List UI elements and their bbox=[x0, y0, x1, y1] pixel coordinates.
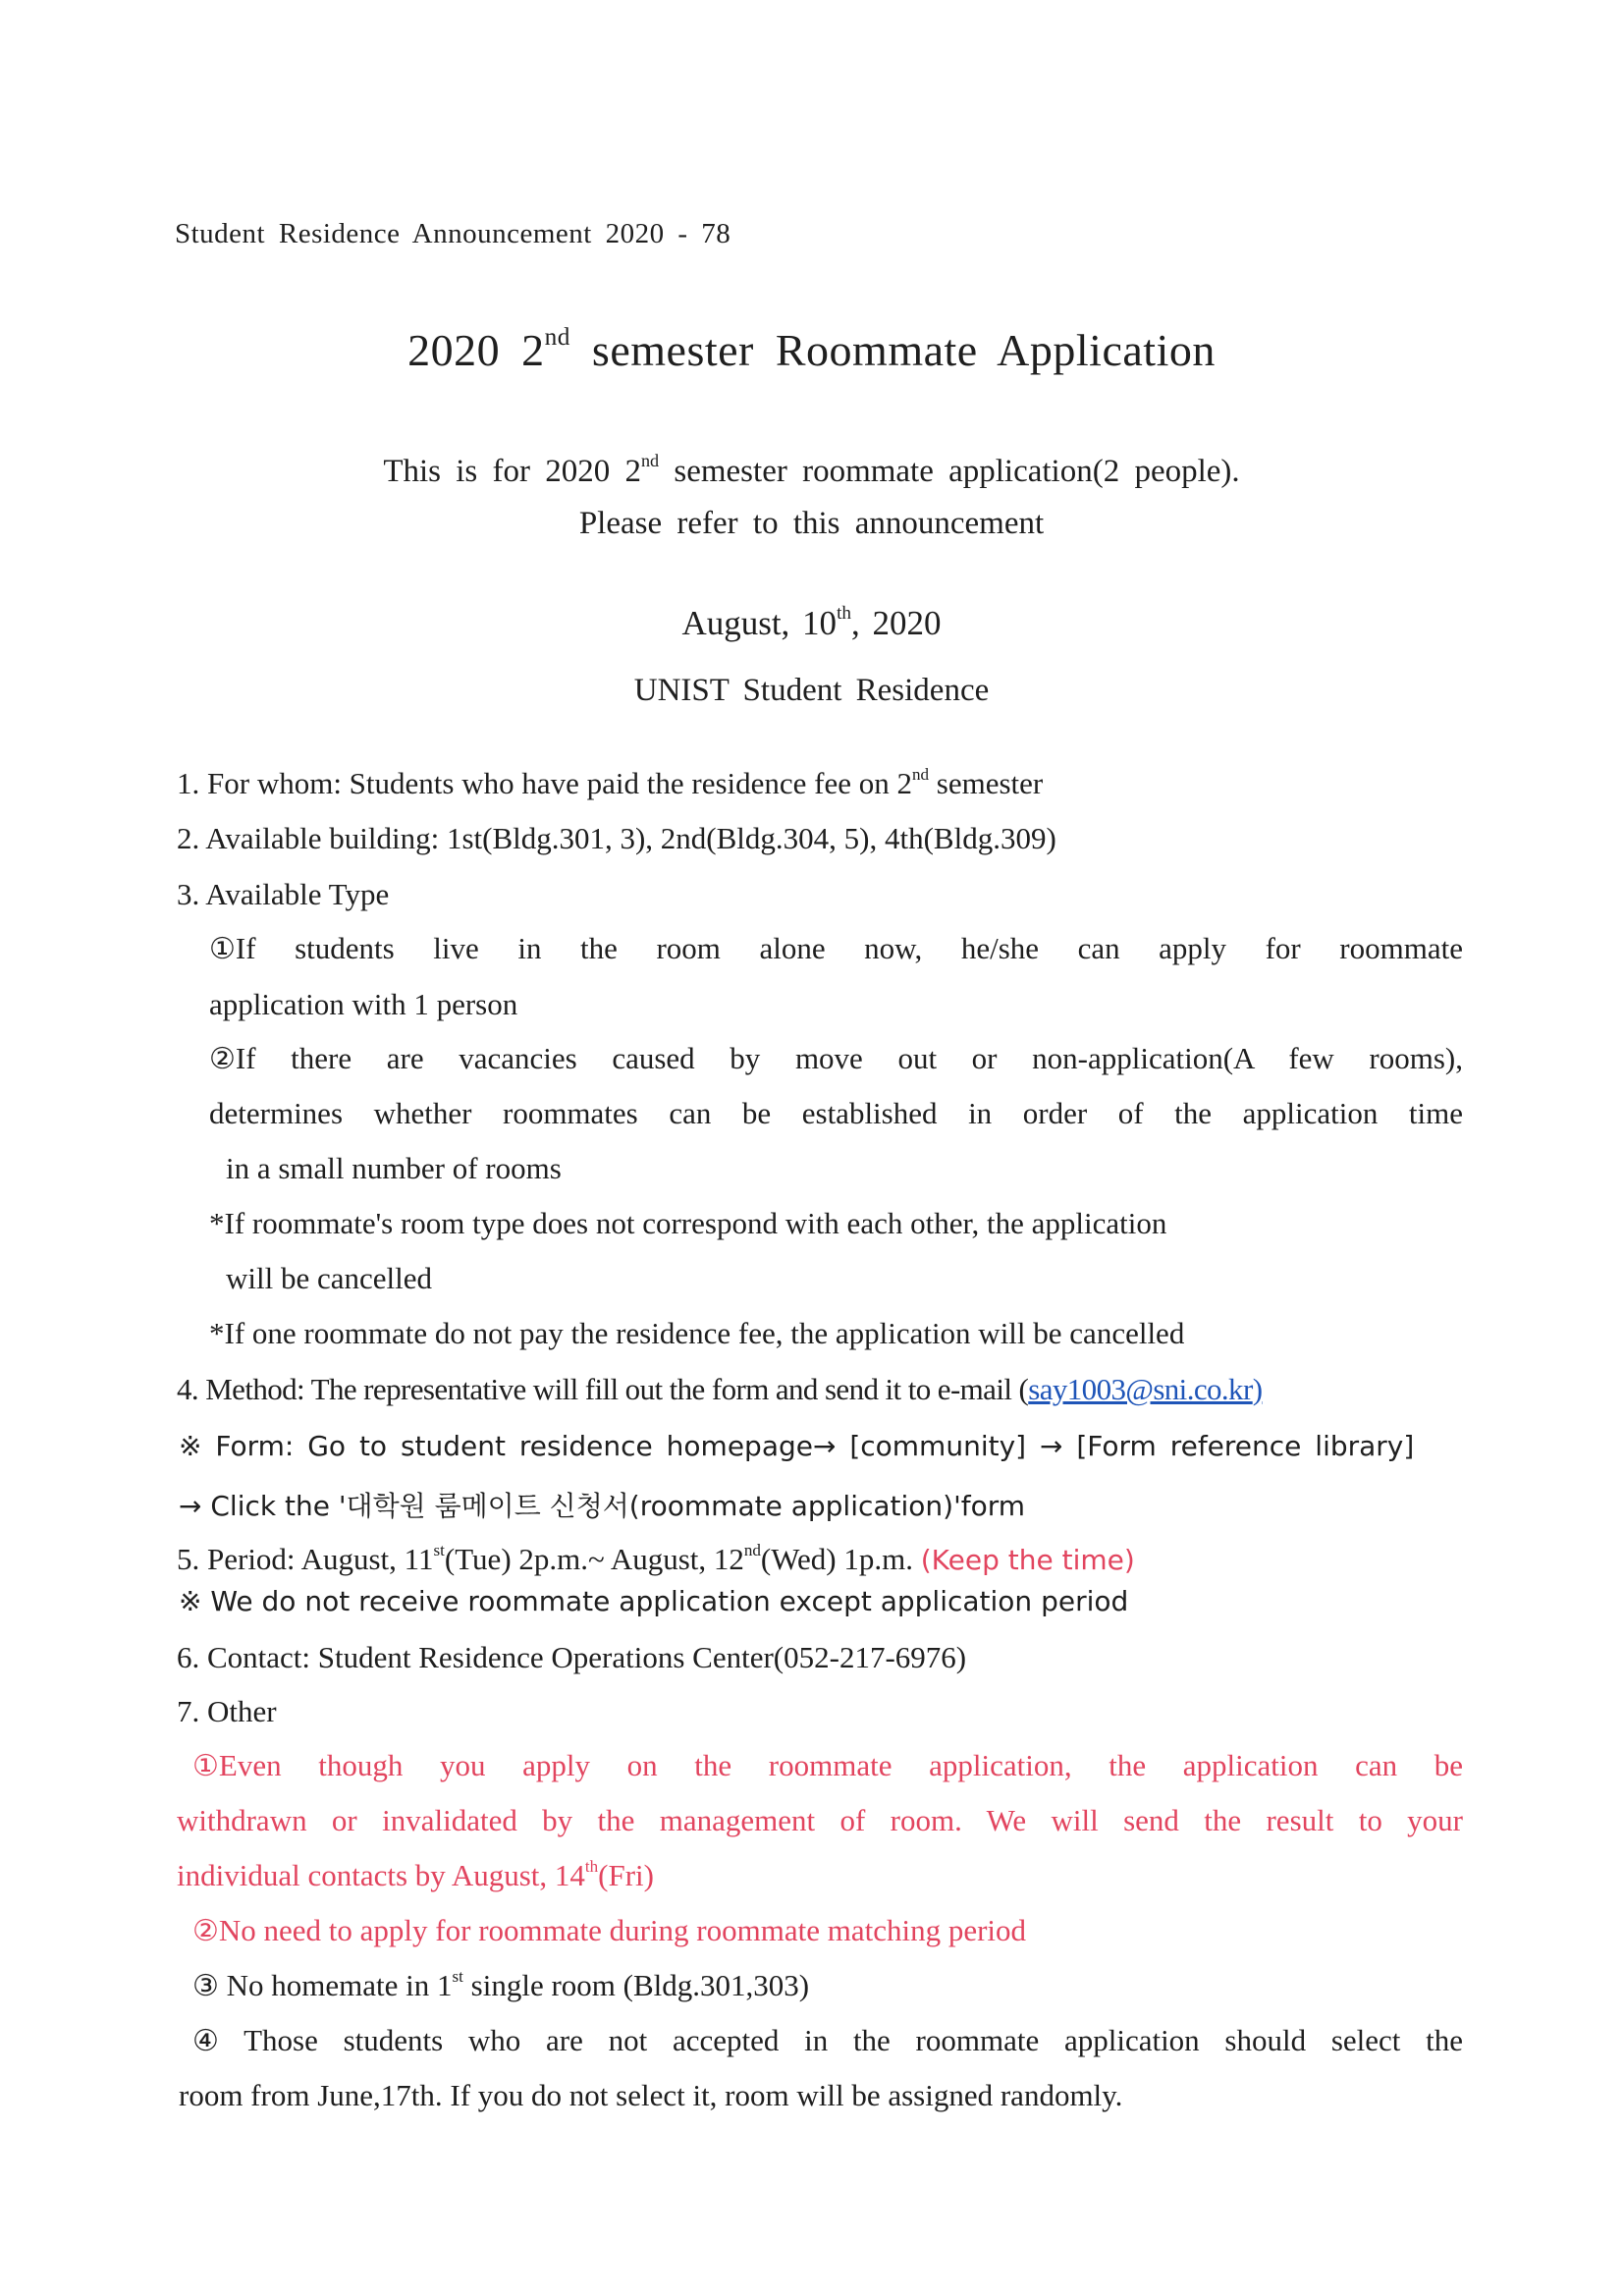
available-type-2-line-3: in a small number of rooms bbox=[226, 1151, 562, 1185]
item-other-heading: 7. Other bbox=[177, 1694, 277, 1728]
organization-name: UNIST Student Residence bbox=[633, 673, 990, 708]
item-for-whom: 1. For whom: Students who have paid the residence fee on 2nd semester bbox=[177, 764, 1044, 800]
type-note-2: *If one roommate do not pay the residence fee, the application will be cancelled bbox=[209, 1316, 1185, 1350]
period-note: ※ We do not receive roommate application except application period bbox=[179, 1585, 1129, 1617]
other-3: ③ No homemate in 1st single room (Bldg.301,303) bbox=[192, 1966, 810, 2002]
intro-line-1: This is for 2020 2nd semester roommate application(2 people). bbox=[383, 450, 1240, 489]
other-1-line-2: withdrawn or invalidated by the management of room. We will send the result to your bbox=[177, 1803, 1463, 1837]
circled-number-1: ① bbox=[209, 933, 236, 965]
circled-number-3: ③ bbox=[192, 1970, 219, 2002]
circled-number-2: ② bbox=[209, 1043, 236, 1075]
document-title: 2020 2nd semester Roommate Application bbox=[407, 322, 1216, 375]
available-type-2-line-2: determines whether roommates can be established in order of the application time bbox=[209, 1096, 1463, 1130]
other-1-line-1: ①Even though you apply on the roommate application, the application can be bbox=[192, 1748, 1463, 1782]
available-type-2-line-1: ②If there are vacancies caused by move out or non-application(A few rooms), bbox=[209, 1041, 1463, 1075]
item-available-building: 2. Available building: 1st(Bldg.301, 3), 2nd(Bldg.304, 5), 4th(Bldg.309) bbox=[177, 821, 1056, 855]
other-4-line-1: ④ Those students who are not accepted in the roommate application should select the bbox=[192, 2023, 1463, 2057]
form-note-line-2: → Click the '대학원 룸메이트 신청서(roommate application)'form bbox=[179, 1490, 1026, 1522]
available-type-1-line-2: application with 1 person bbox=[209, 987, 518, 1021]
announcement-number: Student Residence Announcement 2020 - 78 bbox=[175, 218, 731, 249]
announcement-date: August, 10th, 2020 bbox=[681, 602, 942, 642]
email-link[interactable]: say1003@sni.co.kr bbox=[1028, 1372, 1253, 1406]
other-1-line-3: individual contacts by August, 14th(Fri) bbox=[177, 1856, 654, 1892]
item-period: 5. Period: August, 11st(Tue) 2p.m.~ August, 12nd(Wed) 1p.m. (Keep the time) bbox=[177, 1540, 1135, 1576]
other-2: ②No need to apply for roommate during roommate matching period bbox=[192, 1913, 1027, 1947]
item-available-type-heading: 3. Available Type bbox=[177, 877, 390, 911]
circled-number-1: ① bbox=[192, 1750, 219, 1782]
type-note-1-line-1: *If roommate's room type does not correspond with each other, the application bbox=[209, 1206, 1167, 1240]
keep-time-highlight: (Keep the time) bbox=[920, 1544, 1135, 1576]
item-method: 4. Method: The representative will fill out the form and send it to e-mail (say1003@sni.co.kr) bbox=[177, 1372, 1263, 1406]
item-contact: 6. Contact: Student Residence Operations Center(052-217-6976) bbox=[177, 1640, 967, 1674]
intro-line-2: Please refer to this announcement bbox=[578, 506, 1045, 541]
circled-number-2: ② bbox=[192, 1915, 219, 1947]
circled-number-4: ④ bbox=[192, 2025, 219, 2057]
type-note-1-line-2: will be cancelled bbox=[226, 1261, 433, 1295]
other-4-line-2: room from June,17th. If you do not select it, room will be assigned randomly. bbox=[179, 2078, 1123, 2112]
form-note-line-1: ※ Form: Go to student residence homepage→ [community] → [Form reference library] bbox=[179, 1430, 1415, 1462]
available-type-1-line-1: ①If students live in the room alone now, he/she can apply for roommate bbox=[209, 931, 1463, 965]
